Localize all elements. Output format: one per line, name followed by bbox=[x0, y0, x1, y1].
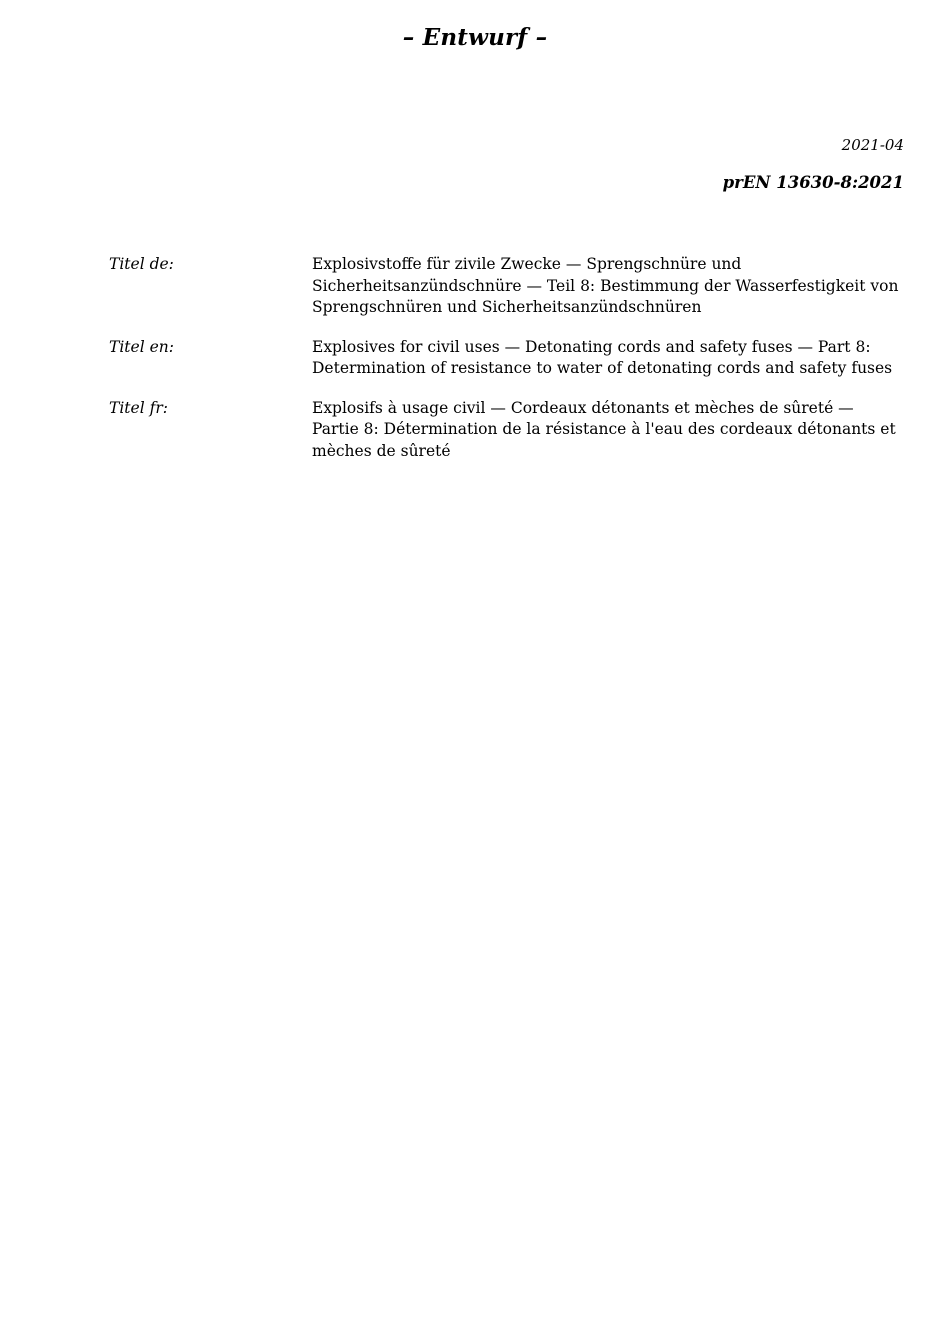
title-row-en bbox=[109, 337, 909, 380]
document-date: 2021-04 bbox=[841, 136, 904, 154]
title-label-de: Titel de: bbox=[109, 255, 174, 273]
title-list bbox=[109, 254, 909, 480]
document-number: prEN 13630-8:2021 bbox=[722, 173, 904, 192]
title-text-en: Explosives for civil uses — Detonating cords and safety fuses — Part 8: Determination of resistance to water of detonating cords and safety fuses bbox=[312, 337, 893, 377]
title-row-de bbox=[109, 254, 909, 319]
title-label-en: Titel en: bbox=[109, 337, 174, 356]
title-row-fr bbox=[109, 398, 909, 463]
title-text-de: Explosivstoffe für zivile Zwecke — Sprengschnüre und Sicherheitsanzündschnüre — Teil 8: Bestimmung der Wasserfestigkeit von Sprengschnüren und Sicherheitsanzündschnüren bbox=[312, 255, 899, 316]
title-label-fr: Titel fr: bbox=[109, 398, 168, 417]
title-text-fr: Explosifs à usage civil — Cordeaux détonants et mèches de sûreté — Partie 8: Détermination de la résistance à l'eau des cordeaux détonants et mèches de sûreté bbox=[312, 398, 896, 460]
draft-heading: – Entwurf – bbox=[402, 24, 548, 51]
